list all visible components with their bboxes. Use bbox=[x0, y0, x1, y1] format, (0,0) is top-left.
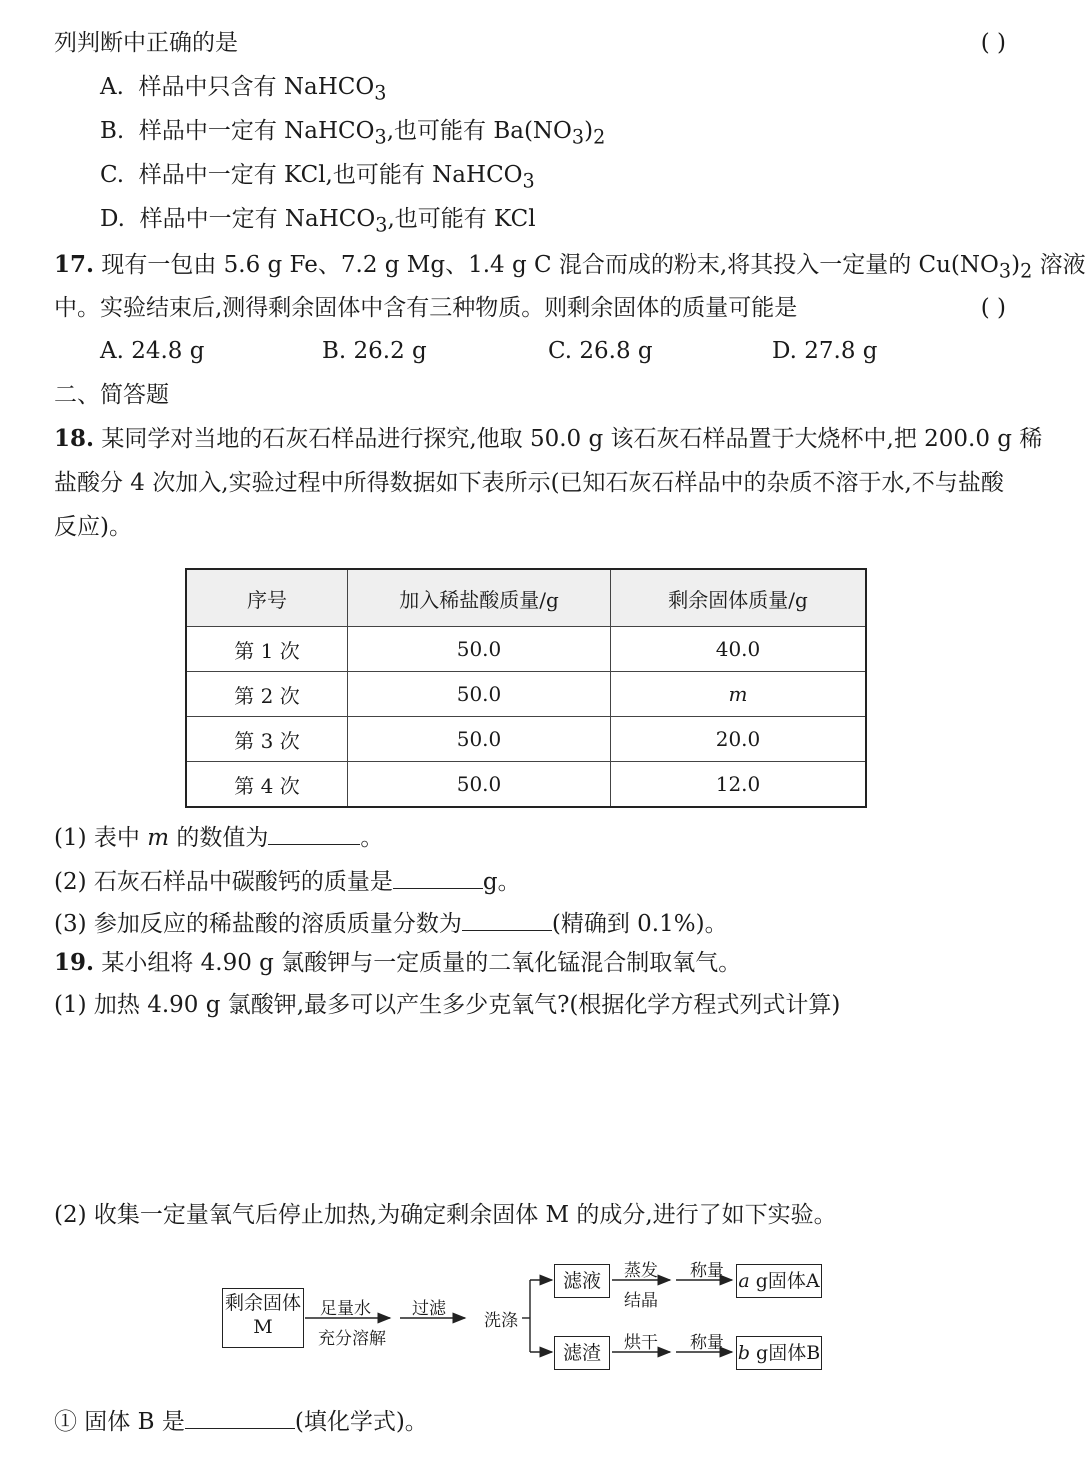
q18-sub3: (3) 参加反应的稀盐酸的溶质质量分数为 (精确到 0.1%)。 bbox=[54, 906, 728, 939]
table-cell: 50.0 bbox=[348, 762, 611, 808]
q18-sub1: (1) 表中 m 的数值为 。 bbox=[54, 820, 383, 853]
q19-line1: 19. 某小组将 4.90 g 氯酸钾与一定质量的二氧化锰混合制取氧气。 bbox=[54, 949, 742, 976]
q17-option-d: D. 27.8 g bbox=[772, 338, 878, 364]
result-a-box: a g固体A bbox=[736, 1264, 822, 1298]
q16-option-c: C. 样品中一定有 KCl,也可能有 NaHCO$_3$ bbox=[100, 162, 535, 193]
q18-data-table bbox=[185, 568, 867, 808]
residue-box: 滤渣 bbox=[554, 1336, 610, 1370]
table-cell: 第 4 次 bbox=[186, 762, 348, 808]
q17-number: 17. bbox=[54, 251, 95, 278]
q17-option-b: B. 26.2 g bbox=[322, 338, 427, 364]
filtrate-box: 滤液 bbox=[554, 1264, 610, 1298]
q18-number: 18. bbox=[54, 425, 95, 452]
table-row bbox=[186, 762, 866, 808]
table-cell: 50.0 bbox=[348, 717, 611, 762]
q19-sub2: (2) 收集一定量氧气后停止加热,为确定剩余固体 M 的成分,进行了如下实验。 bbox=[54, 1202, 837, 1228]
label-crystallize: 结晶 bbox=[624, 1291, 658, 1311]
experiment-flow-diagram bbox=[200, 1248, 840, 1388]
table-header-cell: 加入稀盐酸质量/g bbox=[348, 569, 611, 627]
table-cell: 50.0 bbox=[348, 627, 611, 672]
label-weigh-a: 称量 bbox=[690, 1261, 724, 1281]
q18-sub2: (2) 石灰石样品中碳酸钙的质量是 g。 bbox=[54, 864, 521, 897]
q17-line1: 17. 现有一包由 5.6 g Fe、7.2 g Mg、1.4 g C 混合而成的粉末,将其投入一定量的 $Cu(NO_3)_2$ 溶液 bbox=[54, 251, 1086, 283]
table-row bbox=[186, 672, 866, 717]
table-header-cell: 序号 bbox=[186, 569, 348, 627]
q17-line2: 中。实验结束后,测得剩余固体中含有三种物质。则剩余固体的质量可能是 bbox=[54, 295, 798, 321]
label-sufficient-water: 足量水 bbox=[320, 1299, 371, 1319]
q16-option-b: B. 样品中一定有 NaHCO$_3$,也可能有 $Ba(NO_3)_2$ bbox=[100, 118, 606, 149]
table-cell: 第 1 次 bbox=[186, 627, 348, 672]
answer-blank[interactable] bbox=[393, 864, 483, 889]
q18-line2: 盐酸分 4 次加入,实验过程中所得数据如下表所示(已知石灰石样品中的杂质不溶于水,不与盐酸 bbox=[54, 470, 1004, 496]
table-cell: 20.0 bbox=[611, 717, 867, 762]
label-filter: 过滤 bbox=[412, 1299, 446, 1319]
table-row bbox=[186, 717, 866, 762]
table-cell: 第 3 次 bbox=[186, 717, 348, 762]
q16-option-a: A. 样品中只含有 NaHCO$_3$ bbox=[100, 74, 387, 105]
table-cell: 50.0 bbox=[348, 672, 611, 717]
label-dissolve: 充分溶解 bbox=[318, 1329, 386, 1349]
label-wash: 洗涤 bbox=[484, 1311, 518, 1331]
q19-sub1: (1) 加热 4.90 g 氯酸钾,最多可以产生多少克氧气?(根据化学方程式列式计算) bbox=[54, 992, 841, 1018]
label-dry: 烘干 bbox=[624, 1333, 658, 1353]
q17-answer-paren: ( ) bbox=[980, 295, 1006, 321]
start-box: 剩余固体 M bbox=[222, 1288, 304, 1348]
q18-line1: 18. 某同学对当地的石灰石样品进行探究,他取 50.0 g 该石灰石样品置于大烧杯中,把 200.0 g 稀 bbox=[54, 425, 1043, 452]
intro-answer-paren: ( ) bbox=[980, 30, 1006, 56]
q18-line3: 反应)。 bbox=[54, 514, 132, 540]
table-cell: 第 2 次 bbox=[186, 672, 348, 717]
intro-text: 列判断中正确的是 bbox=[54, 30, 238, 56]
table-header-cell: 剩余固体质量/g bbox=[611, 569, 867, 627]
table-cell: 40.0 bbox=[611, 627, 867, 672]
answer-blank[interactable] bbox=[185, 1404, 295, 1429]
table-cell: 12.0 bbox=[611, 762, 867, 808]
q19-circle1: ① 固体 B 是 (填化学式)。 bbox=[54, 1404, 428, 1437]
q17-option-a: A. 24.8 g bbox=[100, 338, 205, 364]
table-row bbox=[186, 627, 866, 672]
answer-blank[interactable] bbox=[268, 820, 360, 845]
answer-blank[interactable] bbox=[462, 906, 552, 931]
result-b-box: b g固体B bbox=[736, 1336, 822, 1370]
table-header-row bbox=[186, 569, 866, 627]
label-evaporate: 蒸发 bbox=[624, 1261, 658, 1281]
q16-option-d: D. 样品中一定有 NaHCO$_3$,也可能有 KCl bbox=[100, 206, 536, 237]
q19-number: 19. bbox=[54, 949, 95, 976]
label-weigh-b: 称量 bbox=[690, 1333, 724, 1353]
q17-option-c: C. 26.8 g bbox=[548, 338, 653, 364]
section-heading: 二、简答题 bbox=[54, 382, 169, 408]
table-cell: m bbox=[611, 672, 867, 717]
